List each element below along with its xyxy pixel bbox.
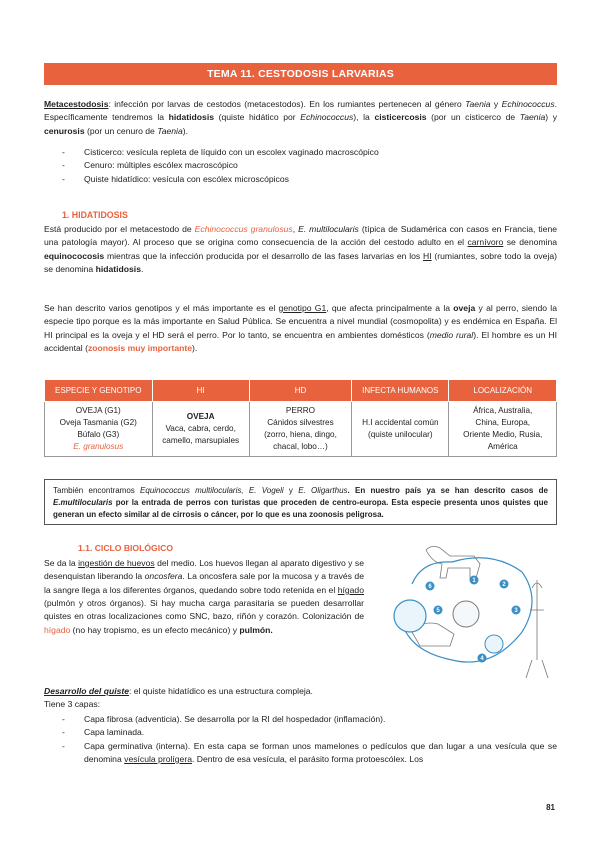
desarrollo-paragraph: Desarrollo del quiste: el quiste hidatídico es una estructura compleja. Tiene 3 capas: — [44, 686, 313, 710]
table-header: LOCALIZACIÓN — [449, 380, 557, 402]
list-item: - Capa germinativa (interna). En esta capa se forman unos mamelones o pedículos que dan lugar a una vesícula que se denomina vesícula prolígera. Dentro de esa vesícula, el parásito forma protoescólex. Los — [62, 740, 557, 767]
list-item: - Quiste hidatídico: vesícula con escólex microscópicos — [62, 173, 557, 186]
section-heading-hidatidosis: 1. HIDATIDOSIS — [62, 210, 128, 220]
list-item: - Cisticerco: vesícula repleta de líquido con un escolex vaginado macroscópico — [62, 146, 557, 159]
life-cycle-figure — [382, 540, 558, 680]
step-label: 1 — [472, 578, 476, 584]
table-header: HD — [249, 380, 351, 402]
step-label: 4 — [480, 656, 484, 662]
hidatidosis-paragraph-2: Se han descrito varios genotipos y el más importante es el genotipo G1, que afecta principalmente a la oveja y al perro, siendo la especie tipo porque es la más importante en Salud Pública. Se encuentra a nivel mundial (cosmopolita) y es endémica en España. El HI principal es la oveja y el HD será el perro. Por lo tanto, se encuentra en ambientes domésticos (medio rural). El hombre es un HI accidental (zoonosis muy importante). — [44, 303, 557, 353]
table-header-row — [45, 380, 557, 402]
capas-list — [62, 713, 557, 766]
table-cell: PERRO Cánidos silvestres (zorro, hiena, dingo, chacal, lobo…) — [249, 402, 351, 457]
table-cell: OVEJA Vaca, cabra, cerdo, camello, marsupiales — [152, 402, 249, 457]
page-number: 81 — [546, 803, 555, 812]
section-heading-ciclo: 1.1. CICLO BIOLÓGICO — [78, 543, 174, 553]
hidatidosis-paragraph-1: Está producido por el metacestodo de Echinococcus granulosus, E. multilocularis (típica de Sudamérica con casos en Francia, tiene una patología mayor). Al proceso que se origina como consecuencia de la acción del cestodo adulto en el carnívoro se denomina equinococosis mientras que la infección producida por el desarrollo de las fases larvarias en los HI (rumiantes, sobre todo la oveja) se denomina hidatidosis. — [44, 224, 558, 274]
cycle-arrow — [412, 562, 452, 584]
table-cell: África, Australia, China, Europa, Oriente Medio, Rusia, América — [449, 402, 557, 457]
egg-circle — [485, 635, 503, 653]
term-metacestodosis: Metacestodosis — [44, 99, 109, 109]
human-illustration — [526, 580, 548, 678]
table-row — [45, 402, 557, 457]
table-header: HI — [152, 380, 249, 402]
intro-list — [62, 146, 557, 186]
cyst-circle — [453, 601, 479, 627]
table-header: INFECTA HUMANOS — [352, 380, 449, 402]
protoscolex-circle — [394, 600, 426, 632]
intro-paragraph: Metacestodosis: infección por larvas de cestodos (metacestodos). En los rumiantes pertenecen al género Taenia y Echinococcus. Específicamente tendremos la hidatidosis (quiste hidático por Echinococcus), la cisticercosis (por un cisticerco de Taenia) y cenurosis (por un cenuro de Taenia). — [44, 99, 558, 136]
list-item: - Capa laminada. — [62, 726, 557, 739]
ciclo-paragraph: Se da la ingestión de huevos del medio. Los huevos llegan al aparato digestivo y se desenquistan liberando la oncosfera. La oncosfera sale por la mucosa y a través de la sangre llega a los diferentes órganos, quedando sobre todo retenida en el hígado (pulmón y otros órganos). Si hay mucha carga parasitaria se pueden desarrollar quistes en otras localizaciones como SNC, bazo, riñón y corazón. Colonización de hígado (no hay tropismo, es un efecto mecánico) y pulmón. — [44, 558, 364, 635]
term-desarrollo: Desarrollo del quiste — [44, 686, 130, 696]
step-label: 2 — [502, 582, 506, 588]
page-title: TEMA 11. CESTODOSIS LARVARIAS — [44, 63, 557, 85]
table-cell: H.I accidental común (quiste unilocular) — [352, 402, 449, 457]
step-label: 5 — [436, 608, 440, 614]
cycle-arrow — [522, 572, 532, 632]
multilocularis-note-box: También encontramos Equinococcus multilocularis, E. Vogeli y E. Oligarthus. En nuestro país ya se han descrito casos de E.multilocularis por la entrada de perros con turistas que proceden de centro-europa. Esta especie presenta unos quistes que generan un efecto similar al de cirrosis o cáncer, por lo que es una zoonosis peligrosa. — [44, 479, 557, 525]
table-cell: OVEJA (G1) Oveja Tasmania (G2) Búfalo (G3) E. granulosus — [45, 402, 153, 457]
step-label: 6 — [428, 584, 432, 590]
genotype-table — [44, 379, 557, 457]
cycle-arrow — [452, 558, 522, 572]
table-header: ESPECIE Y GENOTIPO — [45, 380, 153, 402]
list-item: - Capa fibrosa (adventicia). Se desarrolla por la RI del hospedador (inflamación). — [62, 713, 557, 726]
list-item: - Cenuro: múltiples escólex macroscópico — [62, 159, 557, 172]
step-label: 3 — [514, 608, 518, 614]
